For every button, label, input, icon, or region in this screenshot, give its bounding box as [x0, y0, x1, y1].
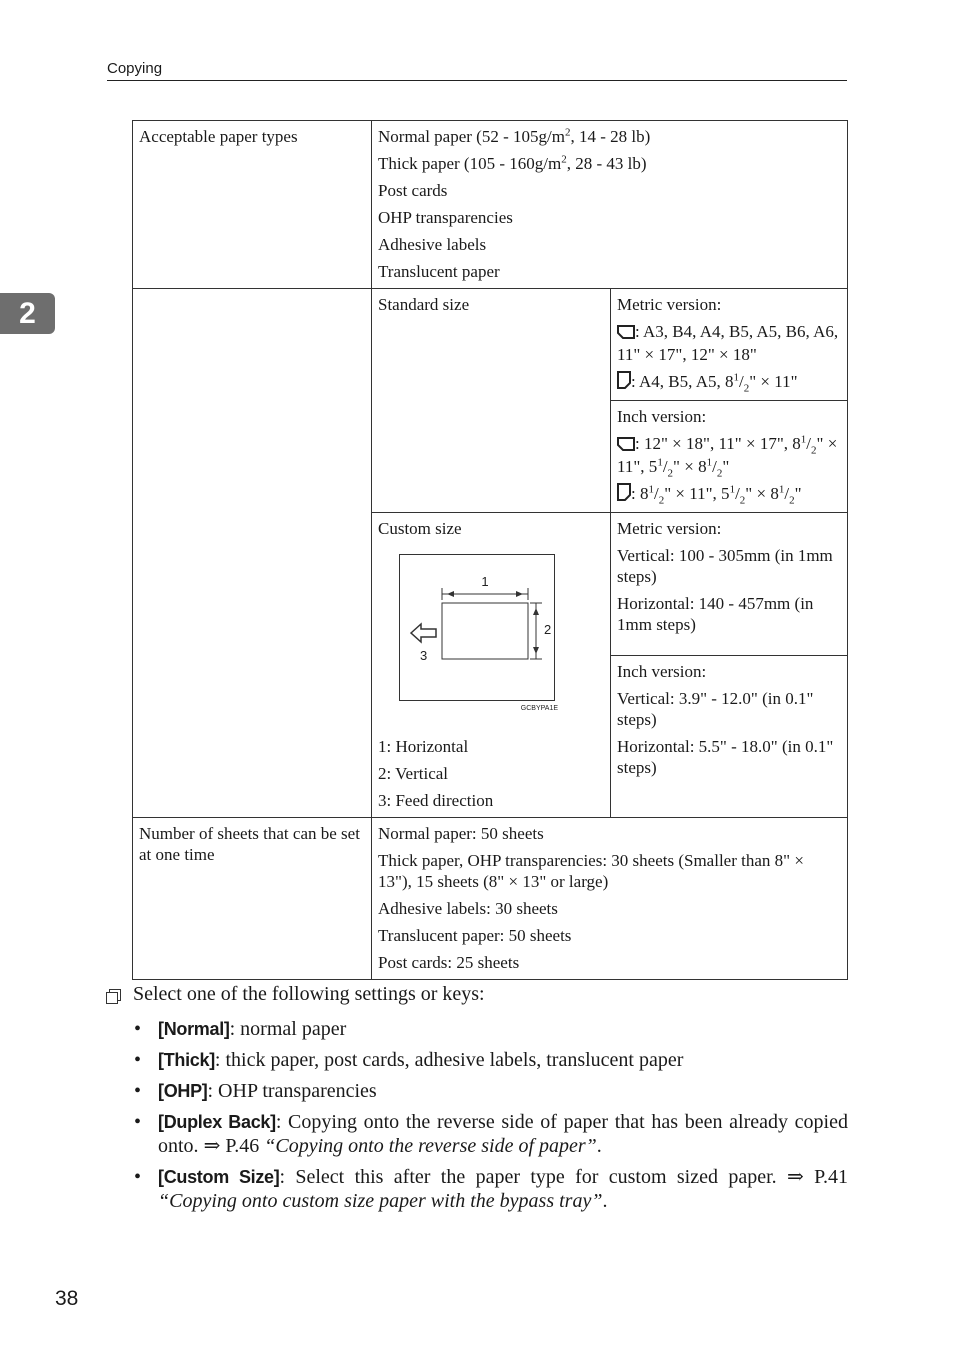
list-item: • [Normal]: normal paper — [134, 1018, 347, 1040]
list-item: Post cards — [378, 181, 448, 200]
running-header — [107, 60, 847, 81]
list-item: • [Thick]: thick paper, post cards, adhesive labels, translucent paper — [134, 1049, 684, 1071]
diagram-label-3: 3 — [420, 648, 428, 663]
custom-metric-cell — [611, 513, 848, 656]
list-item: OHP transparencies — [378, 208, 513, 227]
key-custom-size: [Custom Size] — [158, 1167, 280, 1187]
list-item: Translucent paper: 50 sheets — [378, 926, 572, 945]
key-duplex-back: [Duplex Back] — [158, 1112, 276, 1132]
list-item: Thick paper, OHP transparencies: 30 sheets (Smaller than 8" × 13"), 15 sheets (8" × 13" or large) — [378, 851, 804, 891]
standard-inch-cell — [611, 401, 848, 513]
inch-vertical-range: Vertical: 3.9" - 12.0" (in 0.1" steps) — [617, 689, 814, 729]
paper-spec-table — [132, 120, 848, 980]
reference-title: “Copying onto the reverse side of paper” — [264, 1135, 597, 1157]
landscape-paper-icon — [617, 435, 635, 456]
legend-item: 1: Horizontal — [378, 737, 469, 756]
instruction-intro — [106, 982, 848, 1010]
standard-metric-cell — [611, 289, 848, 401]
list-item: • [Custom Size]: Select this after the paper type for custom sized paper. ⇒ P.41 “Copying onto custom size paper with the bypass tray”. — [134, 1166, 848, 1212]
metric-landscape-sizes: : A3, B4, A4, B5, A5, B6, A6, 11" × 17", 12" × 18" — [617, 322, 839, 364]
inch-landscape-sizes: : 12" × 18", 11" × 17", $8^1/_2$" × 11", $5^1/_2$" × $8^1/_2$" — [617, 433, 838, 480]
reference-title: “Copying onto custom size paper with the bypass tray” — [158, 1190, 603, 1212]
paper-types-cell — [372, 121, 848, 289]
custom-size-cell — [372, 513, 611, 818]
list-item: Post cards: 25 sheets — [378, 953, 520, 972]
inch-version-title: Inch version: — [617, 662, 707, 681]
list-item: Translucent paper — [378, 262, 500, 281]
list-item: • [OHP]: OHP transparencies — [134, 1080, 377, 1102]
diagram-label-2: 2 — [544, 622, 552, 637]
bullet-icon: • — [134, 1080, 142, 1102]
page-number: 38 — [55, 1287, 79, 1310]
list-item: Normal paper ($52 - 105g/m^2$, 14 - 28 lb) — [378, 126, 651, 146]
inch-horizontal-range: Horizontal: 5.5" - 18.0" (in 0.1" steps) — [617, 737, 834, 777]
checkbox-icon — [106, 986, 121, 1010]
inch-portrait-sizes: : $8^1/_2$" × 11", $5^1/_2$" × $8^1/_2$" — [617, 483, 840, 506]
sheets-cell — [372, 818, 848, 980]
row-label-empty — [133, 289, 372, 818]
bullet-icon: • — [134, 1166, 142, 1188]
diagram-label-1: 1 — [481, 574, 489, 589]
list-item: Normal paper: 50 sheets — [378, 824, 544, 843]
table-row — [133, 121, 848, 289]
inch-version-title: Inch version: — [617, 407, 707, 426]
custom-size-diagram — [399, 554, 603, 716]
bullet-icon: • — [134, 1111, 142, 1133]
table-row — [133, 289, 848, 401]
metric-vertical-range: Vertical: 100 - 305mm (in 1mm steps) — [617, 546, 833, 586]
page-reference: ⇒ P.41 — [786, 1166, 848, 1188]
key-normal: [Normal] — [158, 1019, 230, 1039]
header-section-title: Copying — [107, 60, 163, 77]
standard-size-label: Standard size — [372, 289, 611, 513]
legend-item: 3: Feed direction — [378, 791, 494, 810]
portrait-paper-icon — [617, 371, 631, 394]
custom-size-label: Custom size — [378, 519, 462, 538]
settings-instructions — [106, 982, 848, 1220]
diagram-code: GCBYPA1E — [520, 705, 558, 712]
table-row — [133, 818, 848, 980]
chapter-tab: 2 — [0, 293, 55, 334]
list-item: • [Duplex Back]: Copying onto the reverse side of paper that has been already copied onto. ⇒ P.46 “Copying onto the reverse side of paper”. — [134, 1111, 848, 1157]
metric-version-title: Metric version: — [617, 519, 722, 538]
legend-item: 2: Vertical — [378, 764, 449, 783]
settings-list — [106, 1017, 848, 1213]
row-label-sheets: Number of sheets that can be set at one time — [133, 818, 372, 980]
list-item: Adhesive labels — [378, 235, 487, 254]
bullet-icon: • — [134, 1018, 142, 1040]
custom-inch-cell — [611, 656, 848, 818]
bullet-icon: • — [134, 1049, 142, 1071]
row-label-paper-types: Acceptable paper types — [133, 121, 372, 289]
list-item: Adhesive labels: 30 sheets — [378, 899, 558, 918]
list-item: Thick paper ($105 - 160g/m^2$, 28 - 43 lb) — [378, 153, 647, 173]
portrait-paper-icon — [617, 483, 631, 506]
metric-portrait-sizes: : A4, B5, A5, $8^1/_2$" × 11" — [617, 371, 840, 394]
landscape-paper-icon — [617, 323, 635, 344]
key-ohp: [OHP] — [158, 1081, 208, 1101]
page-reference: ⇒ P.46 — [203, 1135, 265, 1157]
metric-version-title: Metric version: — [617, 295, 722, 314]
key-thick: [Thick] — [158, 1050, 215, 1070]
instruction-intro-text: Select one of the following settings or keys: — [133, 983, 485, 1005]
metric-horizontal-range: Horizontal: 140 - 457mm (in 1mm steps) — [617, 594, 814, 634]
